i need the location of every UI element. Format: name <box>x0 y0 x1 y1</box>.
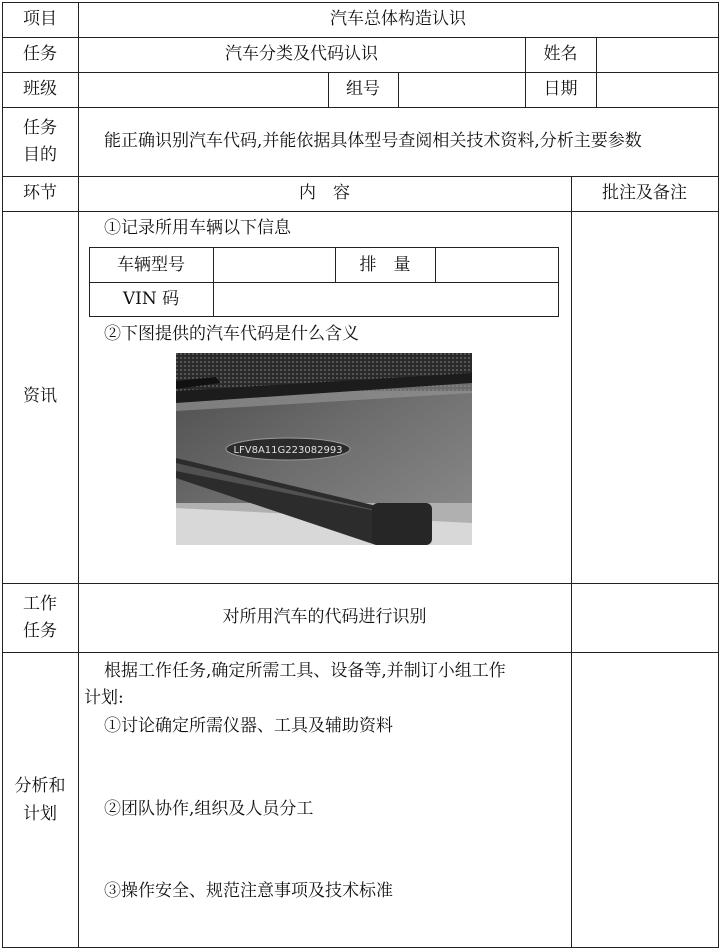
model-label: 车辆型号 <box>117 255 185 275</box>
vin-plate-text: LFV8A11G223082993 <box>233 445 343 456</box>
purpose-label-line2: 目的 <box>23 145 57 165</box>
work-task-label-line1: 工作 <box>23 594 57 614</box>
project-label: 项目 <box>23 9 57 29</box>
info-step1: ①记录所用车辆以下信息 <box>104 218 291 238</box>
analysis-item2: ②团队协作,组织及人员分工 <box>104 799 314 819</box>
col-line <box>78 2 79 948</box>
col-line <box>718 2 719 948</box>
notes-label: 批注及备注 <box>602 183 687 203</box>
purpose-value: 能正确识别汽车代码,并能依据具体型号查阅相关技术资料,分析主要参数 <box>104 131 642 151</box>
notes-area-info[interactable] <box>572 212 717 582</box>
inner-line <box>558 247 559 317</box>
class-label: 班级 <box>23 79 57 99</box>
windshield-wiper-image <box>176 353 472 545</box>
analysis-item3: ③操作安全、规范注意事项及技术标准 <box>104 881 393 901</box>
analysis-item1: ①讨论确定所需仪器、工具及辅助资料 <box>104 716 393 736</box>
analysis-label-line1: 分析和 <box>14 776 66 796</box>
row-line <box>2 2 718 3</box>
info-label: 资讯 <box>23 386 57 406</box>
row-line <box>2 947 718 948</box>
purpose-label-line1: 任务 <box>23 118 57 138</box>
notes-area-work-task[interactable] <box>572 584 717 651</box>
task-label: 任务 <box>23 44 57 64</box>
task-value: 汽车分类及代码认识 <box>225 44 378 64</box>
content-label: 内 容 <box>299 183 350 203</box>
vin-field[interactable] <box>214 283 557 315</box>
vin-label: VIN 码 <box>122 289 180 309</box>
info-step2: ②下图提供的汽车代码是什么含义 <box>104 324 359 344</box>
date-label: 日期 <box>543 79 578 99</box>
inner-line <box>89 316 559 317</box>
model-field[interactable] <box>214 248 334 281</box>
project-value: 汽车总体构造认识 <box>330 9 466 29</box>
date-field[interactable] <box>597 73 717 106</box>
work-task-value: 对所用汽车的代码进行识别 <box>222 607 427 627</box>
stage-label: 环节 <box>23 183 57 203</box>
analysis-intro-line2: 计划: <box>84 688 124 708</box>
class-field[interactable] <box>79 73 327 106</box>
analysis-label-line2: 计划 <box>23 804 57 824</box>
group-label: 组号 <box>346 79 380 99</box>
vin-plate-photo <box>176 353 472 545</box>
work-task-label-line2: 任务 <box>23 621 57 641</box>
analysis-intro-line1: 根据工作任务,确定所需工具、设备等,并制订小组工作 <box>104 661 506 681</box>
notes-area-analysis[interactable] <box>572 653 717 946</box>
displacement-label: 排 量 <box>359 255 411 275</box>
group-field[interactable] <box>399 73 524 106</box>
name-label: 姓名 <box>543 44 578 64</box>
row-line <box>2 176 718 177</box>
row-line <box>2 107 718 108</box>
name-field[interactable] <box>597 38 717 71</box>
displacement-field[interactable] <box>436 248 557 281</box>
